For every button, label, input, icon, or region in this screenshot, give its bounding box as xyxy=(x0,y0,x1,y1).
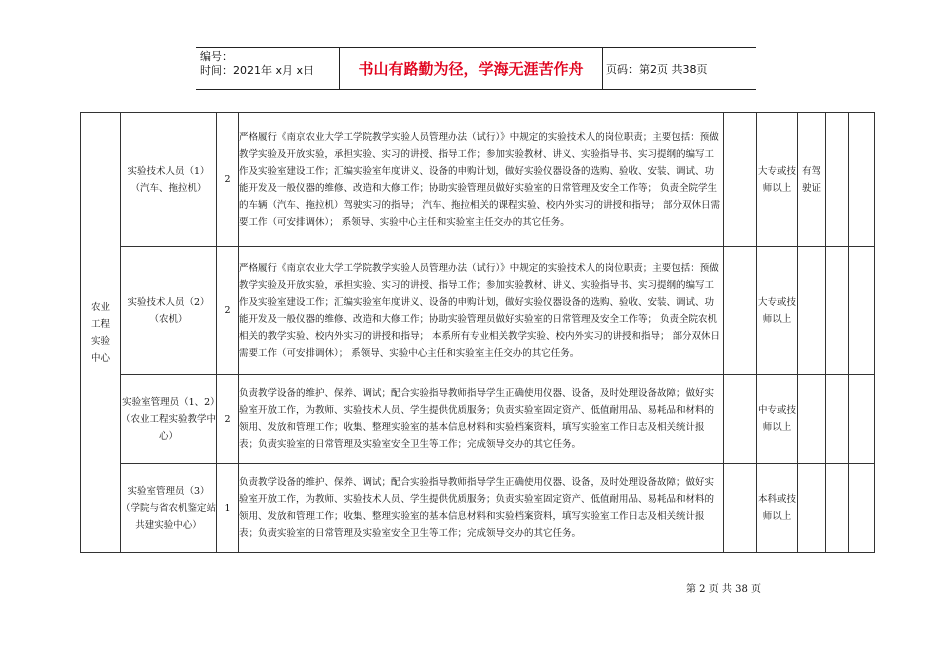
empty-cell xyxy=(826,464,849,553)
duties-cell: 负责教学设备的维护、保养、调试；配合实验指导教师指导学生正确使用仪器、设备，及时处理设备故障；做好实验室开放工作，为教师、实验技术人员、学生提供优质服务；负责实验室固定资产、低值耐用品、易耗品和材料的领用、发放和管理工作；收集、整理实验室的基本信息材料和实验档案资料，填写实验室工作日志及相关统计报表；负责实验室的日常管理及实验室安全卫生等工作；完成领导交办的其它任务。 xyxy=(239,464,724,553)
count-cell: 2 xyxy=(217,247,239,375)
education-cell: 中专或技师以上 xyxy=(757,375,798,464)
position-cell: 实验技术人员（2）（农机） xyxy=(121,247,217,375)
position-cell: 实验室管理员（1、2）（农业工程实验教学中心） xyxy=(121,375,217,464)
page-header xyxy=(196,47,756,90)
duties-cell: 负责教学设备的维护、保养、调试；配合实验指导教师指导学生正确使用仪器、设备，及时处理设备故障；做好实验室开放工作，为教师、实验技术人员、学生提供优质服务；负责实验室固定资产、低值耐用品、易耗品和材料的领用、发放和管理工作；收集、整理实验室的基本信息材料和实验档案资料，填写实验室工作日志及相关统计报表；负责实验室的日常管理及实验室安全卫生等工作；完成领导交办的其它任务。 xyxy=(239,375,724,464)
position-cell: 实验技术人员（1）（汽车、拖拉机） xyxy=(121,113,217,247)
note-cell xyxy=(798,464,826,553)
education-cell: 大专或技师以上 xyxy=(757,247,798,375)
empty-cell xyxy=(826,247,849,375)
position-table xyxy=(80,112,875,553)
empty-cell xyxy=(849,113,875,247)
table-row xyxy=(81,113,875,247)
header-slogan: 书山有路勤为径，学海无涯苦作舟 xyxy=(339,48,603,89)
empty-cell xyxy=(849,375,875,464)
table-row xyxy=(81,464,875,553)
empty-cell xyxy=(724,375,757,464)
education-cell: 本科或技师以上 xyxy=(757,464,798,553)
note-cell xyxy=(798,375,826,464)
table-row xyxy=(81,247,875,375)
empty-cell xyxy=(724,247,757,375)
header-page-label: 页码：第2页 共38页 xyxy=(606,62,708,76)
count-cell: 2 xyxy=(217,113,239,247)
duties-cell: 严格履行《南京农业大学工学院教学实验人员管理办法（试行）》中规定的实验技术人的岗位职责；主要包括：预做教学实验及开放实验，承担实验、实习的讲授、指导工作；参加实验教材、讲义、实验指导书、实习提纲的编写工作及实验室建设工作；汇编实验室年度讲义、设备的申购计划，做好实验仪器设备的选购、验收、安装、调试、功能开发及一般仪器的维修、改造和大修工作；协助实验管理员做好实验室的日常管理及安全工作等； 负责全院农机相关的教学实验、校内外实习的讲授和指导； 本系所有专业相关教学实验、校内外实习的讲授和指导； 部分双休日需要工作（可安排调休）； 系领导、实验中心主任和实验室主任交办的其它任务。 xyxy=(239,247,724,375)
empty-cell xyxy=(849,247,875,375)
empty-cell xyxy=(849,464,875,553)
position-cell: 实验室管理员（3）（学院与省农机鉴定站共建实验中心） xyxy=(121,464,217,553)
department-label: 农业工程实验中心 xyxy=(90,301,110,364)
duties-cell: 严格履行《南京农业大学工学院教学实验人员管理办法（试行）》中规定的实验技术人的岗位职责；主要包括：预做教学实验及开放实验，承担实验、实习的讲授、指导工作；参加实验教材、讲义、实验指导书、实习提纲的编写工作及实验室建设工作；汇编实验室年度讲义、设备的申购计划，做好实验仪器设备的选购、验收、安装、调试、功能开发及一般仪器的维修、改造和大修工作；协助实验管理员做好实验室的日常管理及安全工作等； 负责全院学生的车辆（汽车、拖拉机）驾驶实习的指导； 汽车、拖拉相关的课程实验、校内外实习的讲授和指导； 部分双休日需要工作（可安排调休）； 系领导、实验中心主任和实验室主任交办的其它任务。 xyxy=(239,113,724,247)
empty-cell xyxy=(826,113,849,247)
empty-cell xyxy=(724,113,757,247)
education-cell: 大专或技师以上 xyxy=(757,113,798,247)
count-cell: 1 xyxy=(217,464,239,553)
page-footer: 第 2 页 共 38 页 xyxy=(686,584,761,595)
empty-cell xyxy=(724,464,757,553)
note-cell xyxy=(798,247,826,375)
department-cell xyxy=(81,113,121,553)
header-meta xyxy=(200,50,340,88)
note-cell: 有驾驶证 xyxy=(798,113,826,247)
count-cell: 2 xyxy=(217,375,239,464)
number-label: 编号： xyxy=(200,50,233,63)
empty-cell xyxy=(826,375,849,464)
table-row xyxy=(81,375,875,464)
time-label: 时间：2021年 x月 x日 xyxy=(200,64,315,77)
